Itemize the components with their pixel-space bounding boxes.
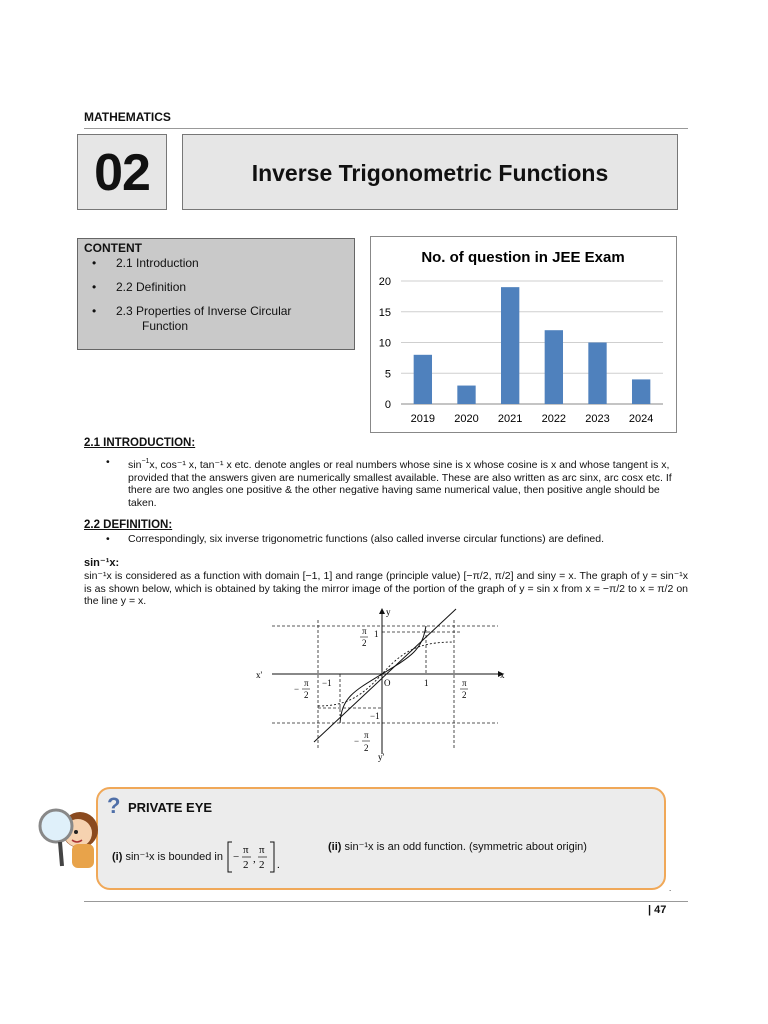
bar-2024 xyxy=(632,379,650,404)
label-x-neg: x' xyxy=(256,670,263,680)
definition-paragraph xyxy=(106,533,688,546)
svg-text:2: 2 xyxy=(304,690,309,700)
content-list xyxy=(92,256,291,343)
bar-2022 xyxy=(545,330,563,404)
y-tick-label: 5 xyxy=(384,368,391,381)
label-x-one: 1 xyxy=(424,678,429,688)
intro-text: x, cos⁻¹ x, tan⁻¹ x etc. denote angles or real numbers whose sine is x whose cosine is x and whose tangent is x, provided that the answers given are numerically smallest available. These are also written as arc sinx, arc cosx etc. If there are two angles one positive & the other negative having same numerical value, then positive angle should be taken. xyxy=(128,459,672,509)
intro-paragraph: • $\sin^{-1}x$, cos⁻¹ x, tan⁻¹ x etc. denote angles or real numbers whose sine is x whose cosine is x and whose tangent is x, provided that the answers given are numerically smallest available. These are also written as arc sinx, arc cosx etc. If there are two angles one positive & the other negative having same numerical value, then positive angle should be taken. xyxy=(106,456,672,509)
bar-2023 xyxy=(588,343,606,405)
content-item-label: 2.1 Introduction xyxy=(116,256,199,270)
subject-heading: MATHEMATICS xyxy=(84,110,171,124)
content-box xyxy=(77,238,355,350)
point-1-number: (i) xyxy=(112,850,123,863)
label-y: y xyxy=(386,607,391,617)
x-tick-label: 2023 xyxy=(585,413,610,425)
private-eye-point-2 xyxy=(328,840,587,853)
content-item[interactable] xyxy=(92,280,291,295)
x-tick-label: 2019 xyxy=(410,413,436,425)
label-minus-pi-half-left xyxy=(294,678,310,700)
svg-text:2: 2 xyxy=(259,859,265,871)
definition-text: Correspondingly, six inverse trigonometric functions (also called inverse circular functions) are defined. xyxy=(128,533,605,545)
svg-text:2: 2 xyxy=(462,690,467,700)
page-number: | 47 xyxy=(648,904,667,916)
chart-grid xyxy=(401,281,663,404)
jee-chart-svg xyxy=(371,237,676,432)
footer-rule xyxy=(84,901,688,902)
content-item[interactable] xyxy=(92,256,291,271)
intro-lead: sin xyxy=(128,459,142,471)
bullet: • xyxy=(106,533,110,545)
x-tick-label: 2022 xyxy=(541,413,567,425)
sin-inverse-heading: sin⁻¹x: xyxy=(84,557,120,569)
chapter-title-box xyxy=(182,134,678,210)
label-y-neg: y' xyxy=(378,752,385,762)
chart-title: No. of question in JEE Exam xyxy=(421,249,625,266)
svg-text:π: π xyxy=(259,844,265,856)
svg-text:−: − xyxy=(294,684,300,694)
svg-text:2: 2 xyxy=(364,743,369,753)
content-item-label-cont: Function xyxy=(142,319,189,333)
arcsin-graph xyxy=(256,606,508,762)
y-axis-arrow-icon xyxy=(379,608,385,614)
stray-dot: . xyxy=(669,884,672,893)
label-x: x xyxy=(500,670,505,680)
private-eye-point-1 xyxy=(112,840,284,874)
svg-text:2: 2 xyxy=(243,859,249,871)
y-tick-label: 20 xyxy=(378,276,391,288)
label-y-one: 1 xyxy=(374,629,379,639)
svg-text:−: − xyxy=(233,851,240,863)
chapter-number-box xyxy=(77,134,167,210)
point-1-text: sin⁻¹x is bounded in xyxy=(125,850,223,863)
detective-girl-icon xyxy=(36,800,108,872)
svg-text:π: π xyxy=(304,678,309,688)
point-2-text: sin⁻¹x is an odd function. (symmetric about origin) xyxy=(344,841,587,853)
question-mark-icon xyxy=(106,794,126,816)
chart-x-ticks xyxy=(411,413,654,425)
svg-text:π: π xyxy=(364,730,369,740)
y-tick-label: 10 xyxy=(378,337,391,350)
line-y-equals-x xyxy=(314,609,456,742)
jee-chart xyxy=(370,236,677,433)
private-eye-title: PRIVATE EYE xyxy=(128,800,213,815)
svg-text:2: 2 xyxy=(362,638,367,648)
y-tick-label: 0 xyxy=(384,399,391,411)
svg-text:π: π xyxy=(362,626,367,636)
bar-2019 xyxy=(414,355,432,404)
content-item[interactable] xyxy=(92,304,291,334)
bar-2021 xyxy=(501,287,519,404)
label-origin: O xyxy=(384,678,391,688)
content-item-label: 2.3 Properties of Inverse Circular xyxy=(116,304,292,318)
y-tick-label: 15 xyxy=(378,306,391,319)
label-pi-half-right xyxy=(460,678,468,700)
header-rule xyxy=(84,128,688,129)
chapter-title: Inverse Trigonometric Functions xyxy=(251,160,609,186)
definition-heading: 2.2 DEFINITION: xyxy=(84,519,173,531)
content-heading: CONTENT xyxy=(84,241,142,255)
bullet: • xyxy=(106,456,110,468)
content-item-label: 2.2 Definition xyxy=(116,280,187,294)
x-tick-label: 2024 xyxy=(628,413,654,425)
intro-heading: 2.1 INTRODUCTION: xyxy=(84,437,196,449)
label-y-neg-one: −1 xyxy=(370,711,380,721)
bar-2020 xyxy=(457,386,475,404)
interval-bracket xyxy=(226,840,284,874)
svg-text:−: − xyxy=(354,736,360,746)
label-pi-half-top xyxy=(360,626,368,648)
chart-y-ticks xyxy=(379,276,391,411)
chapter-number: 02 xyxy=(94,144,150,202)
x-tick-label: 2020 xyxy=(454,413,479,425)
label-x-neg-one: −1 xyxy=(322,678,332,688)
svg-text:π: π xyxy=(462,678,467,688)
label-minus-pi-half-bottom xyxy=(354,730,370,753)
svg-text:?: ? xyxy=(107,793,121,818)
point-2-number: (ii) xyxy=(328,841,342,853)
chart-bars xyxy=(414,287,651,404)
sin-inverse-text: sin⁻¹x is considered as a function with domain [−1, 1] and range (principle value) [−π/2, π/2] and siny = x. The graph of y = sin⁻¹x is as shown below, which is obtained by taking the mirror image of the portion of the graph of y = sin x from x = −π/2 to x = π/2 on the line y = x. xyxy=(84,570,688,607)
svg-text:π: π xyxy=(243,844,249,856)
svg-text:,: , xyxy=(253,853,256,865)
x-tick-label: 2021 xyxy=(497,413,523,425)
svg-text:.: . xyxy=(277,859,280,871)
